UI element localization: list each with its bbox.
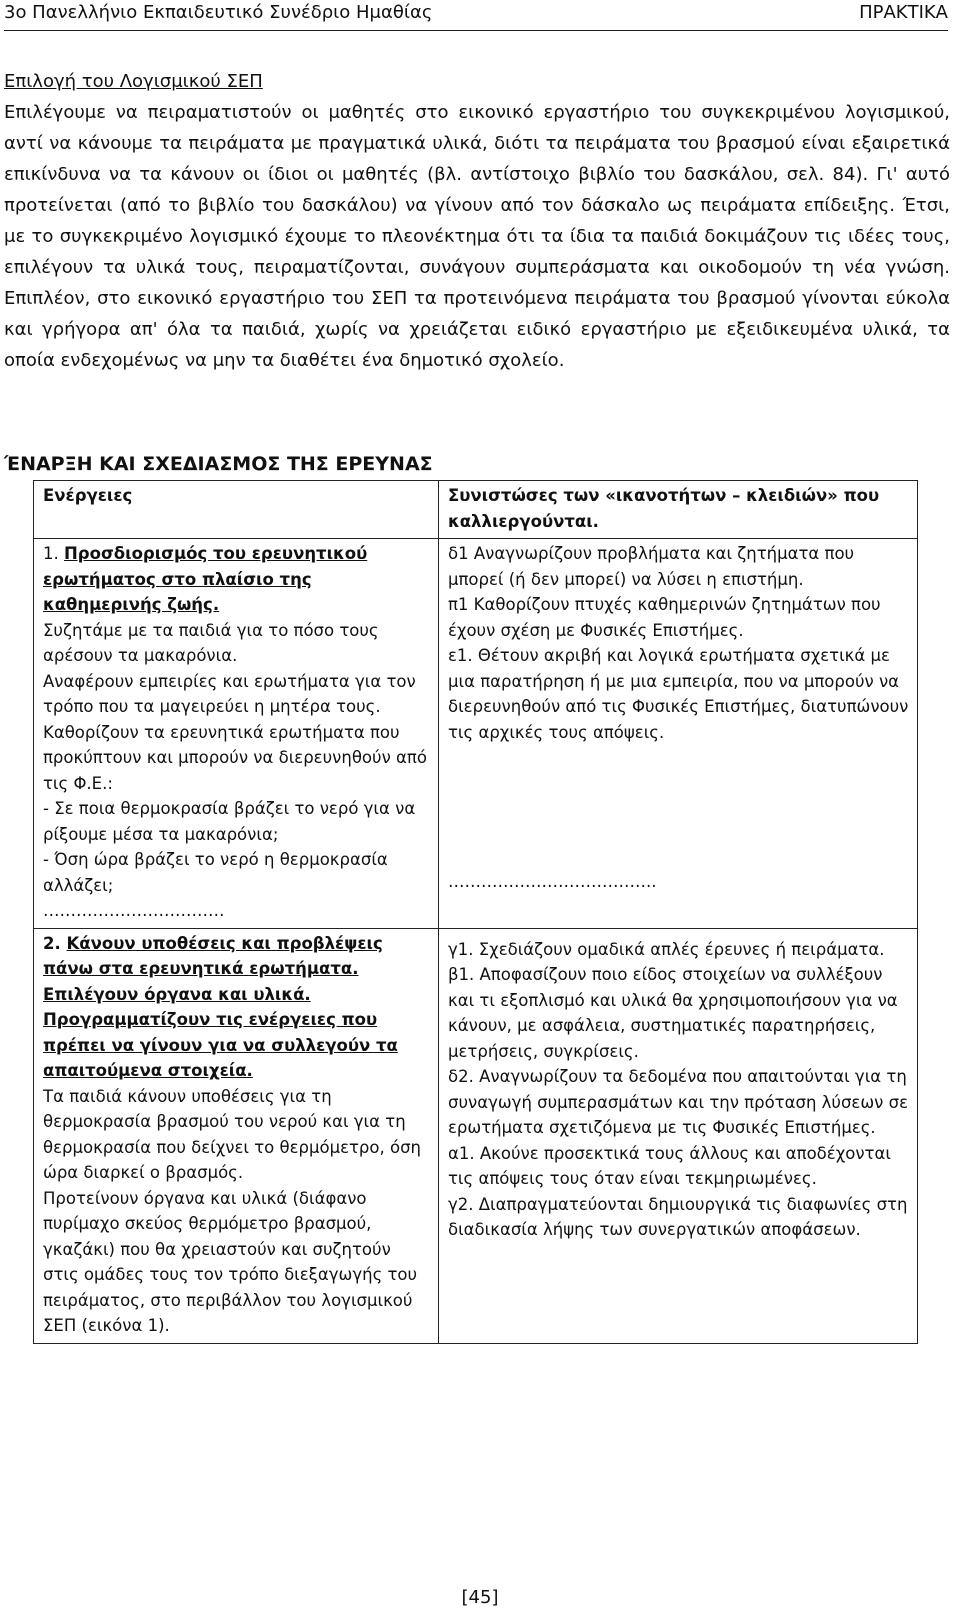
row1-title: 1. Προσδιορισμός του ερευνητικού ερωτήματος στο πλαίσιο της καθημερινής ζωής. (43, 544, 368, 614)
row1-dots: …………………………… (43, 901, 225, 920)
section-label: ΠΡΑΚΤΙΚΑ (859, 2, 948, 23)
row1-actions (34, 539, 439, 929)
section-heading: ΈΝΑΡΞΗ ΚΑΙ ΣΧΕΔΙΑΣΜΟΣ ΤΗΣ ΕΡΕΥΝΑΣ (4, 453, 433, 475)
row1-c3: ε1. Θέτουν ακριβή και λογικά ερωτήματα σχετικά με μια παρατήρηση ή με μια εμπειρία, που να μπορούν να διερευνηθούν από τις Φυσικές Επιστήμες, διατυπώνουν τις αρχικές τους απόψεις. (448, 646, 909, 742)
intro-block (4, 66, 950, 376)
row2-p1: Τα παιδιά κάνουν υποθέσεις για τη θερμοκρασία βρασμού του νερού και για τη θερμοκρασία που δείχνει το θερμόμετρο, όση ώρα διαρκεί ο βρασμός. (43, 1086, 422, 1182)
subheading: Επιλογή του Λογισμικού ΣΕΠ (4, 71, 263, 92)
row2-c3: δ2. Αναγνωρίζουν τα δεδομένα που απαιτούνται για τη συναγωγή συμπερασμάτων και την πρόταση λύσεων σε ερωτήματα σχετιζόμενα με τις Φυσικές Επιστήμες. (448, 1067, 908, 1137)
col1-header: Ενέργειες (34, 481, 439, 539)
row2-title3: Προγραμματίζουν τις ενέργειες που πρέπει να γίνουν για να συλλεγούν τα απαιτούμενα στοιχεία. (43, 1010, 398, 1080)
row1-q1: - Σε ποια θερμοκρασία βράζει το νερό για να ρίξουμε μέσα τα μακαρόνια; (43, 799, 416, 844)
row1-q2: - Όση ώρα βράζει το νερό η θερμοκρασία αλλάζει; (43, 850, 388, 895)
row1-p2: Αναφέρουν εμπειρίες και ερωτήματα για τον τρόπο που τα μαγειρεύει η μητέρα τους. Καθορίζουν τα ερευνητικά ερωτήματα που προκύπτουν και μπορούν να διερευνηθούν από τις Φ.Ε.: (43, 671, 427, 793)
page-header (4, 0, 948, 31)
row2-c5: γ2. Διαπραγματεύονται δημιουργικά τις διαφωνίες στη διαδικασία λήψης των συνεργατικών αποφάσεων. (448, 1194, 908, 1239)
row1-competences (439, 539, 918, 929)
row2-competences (439, 928, 918, 1343)
table-row (34, 539, 918, 929)
page-number: [45] (461, 1587, 499, 1608)
row2-c1: γ1. Σχεδιάζουν ομαδικά απλές έρευνες ή πειράματα. (448, 939, 885, 959)
table-header-row (34, 481, 918, 539)
table-row (34, 928, 918, 1343)
row2-c4: α1. Ακούνε προσεκτικά τους άλλους και αποδέχονται τις απόψεις τους όταν είναι τεκμηριωμένες. (448, 1143, 891, 1188)
row1-dots2: ……………………………….. (448, 872, 657, 891)
row2-actions (34, 928, 439, 1343)
row1-c2: π1 Καθορίζουν πτυχές καθημερινών ζητημάτων που έχουν σχέση με Φυσικές Επιστήμες. (448, 595, 881, 640)
row1-p1: Συζητάμε με τα παιδιά για το πόσο τους αρέσουν τα μακαρόνια. (43, 620, 379, 665)
intro-paragraph: Επιλέγουμε να πειραματιστούν οι μαθητές στο εικονικό εργαστήριο του συγκεκριμένου λογισμικού, αντί να κάνουμε τα πειράματα με πραγματικά υλικά, διότι τα πειράματα του βρασμού είναι εξαιρετικά επικίνδυνα να τα κάνουν οι ίδιοι οι μαθητές (βλ. αντίστοιχο βιβλίο του δασκάλου, σελ. 84). Γι' αυτό προτείνεται (από το βιβλίο του δασκάλου) να γίνουν από τον δάσκαλο ως πειράματα επίδειξης. Έτσι, με το συγκεκριμένο λογισμικό έχουμε το πλεονέκτημα ότι τα ίδια τα παιδιά δοκιμάζουν τις ιδέες τους, επιλέγουν τα υλικά τους, πειραματίζονται, συνάγουν συμπεράσματα και οικοδομούν τη νέα γνώση. Επιπλέον, στο εικονικό εργαστήριο του ΣΕΠ τα προτεινόμενα πειράματα του βρασμού γίνονται εύκολα και γρήγορα απ' όλα τα παιδιά, χωρίς να χρειάζεται ειδικό εργαστήριο με εξειδικευμένα υλικά, τα οποία ενδεχομένως να μην τα διαθέτει ένα δημοτικό σχολείο. (4, 102, 950, 371)
row1-c1: δ1 Αναγνωρίζουν προβλήματα και ζητήματα που μπορεί (ή δεν μπορεί) να λύσει η επιστήμη. (448, 544, 855, 589)
row2-title2: Επιλέγουν όργανα και υλικά. (43, 984, 311, 1004)
conference-title: 3ο Πανελλήνιο Εκπαιδευτικό Συνέδριο Ημαθίας (4, 2, 433, 23)
row2-p2: Προτείνουν όργανα και υλικά (διάφανο πυρίμαχο σκεύος θερμόμετρο βρασμού, γκαζάκι) που θα χρειαστούν και συζητούν στις ομάδες τους τον τρόπο διεξαγωγής του πειράματος, στο περιβάλλον του λογισμικού ΣΕΠ (εικόνα 1). (43, 1188, 418, 1335)
row2-c2: β1. Αποφασίζουν ποιο είδος στοιχείων να συλλέξουν και τι εξοπλισμό και υλικά θα χρησιμοποιήσουν για να κάνουν, με ασφάλεια, συστηματικές παρατηρήσεις, μετρήσεις, συγκρίσεις. (448, 965, 898, 1061)
activities-table (33, 480, 918, 1344)
row2-title: 2. Κάνουν υποθέσεις και προβλέψεις πάνω στα ερευνητικά ερωτήματα. (43, 933, 383, 978)
col2-header: Συνιστώσες των «ικανοτήτων – κλειδιών» που καλλιεργούνται. (439, 481, 918, 539)
